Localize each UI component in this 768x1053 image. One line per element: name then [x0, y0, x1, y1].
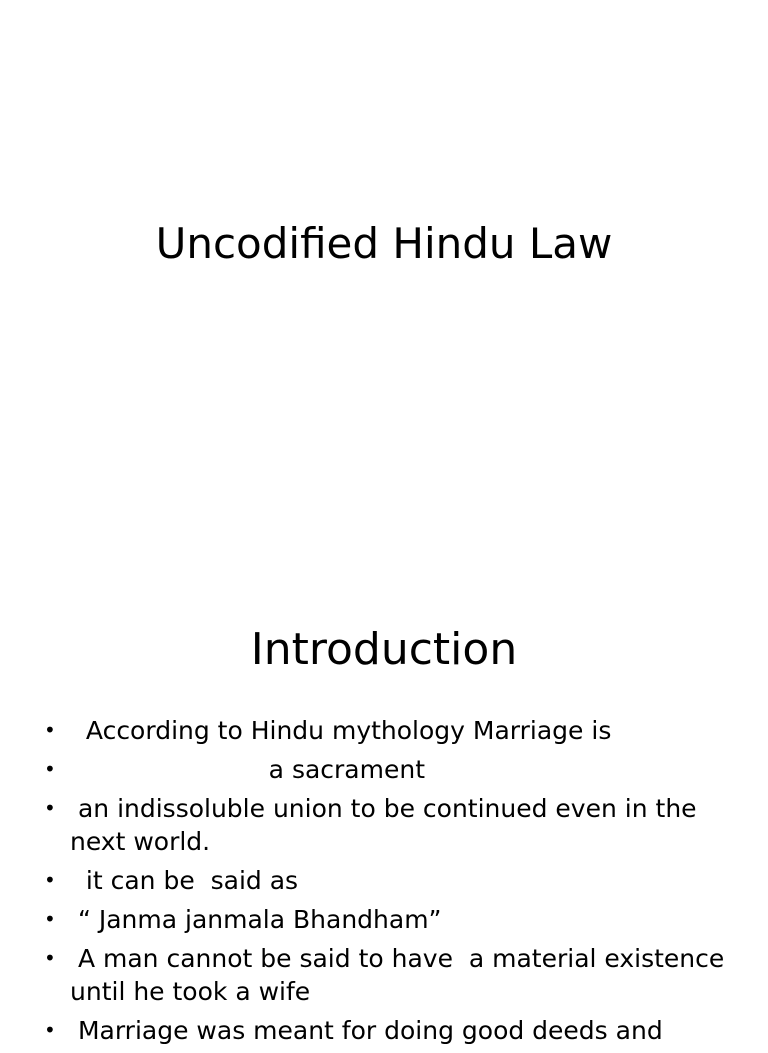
bullet-text: an indissoluble union to be continued even in the next world.: [70, 794, 705, 856]
bullet-icon: •: [44, 907, 56, 931]
bullet-icon: •: [44, 1018, 56, 1042]
bullet-text: a sacrament: [70, 755, 426, 784]
slide-title: Introduction: [250, 624, 518, 675]
bullet-text: A man cannot be said to have a material existence until he took a wife: [70, 944, 733, 1006]
bullet-icon: •: [44, 757, 56, 781]
bullet-icon: •: [44, 718, 56, 742]
bullet-text: According to Hindu mythology Marriage is: [70, 716, 612, 745]
bullet-list: [0, 714, 768, 1053]
bullet-item: [0, 714, 768, 747]
bullet-text: it can be said as: [70, 866, 299, 895]
slide-title: Uncodified Hindu Law: [155, 219, 613, 268]
bullet-item: [0, 903, 768, 936]
bullet-icon: •: [44, 946, 56, 970]
bullet-item: [0, 792, 768, 858]
bullet-item: [0, 753, 768, 786]
introduction-slide: [0, 576, 768, 1045]
bullet-icon: •: [44, 868, 56, 892]
bullet-text: “ Janma janmala Bhandham”: [70, 905, 442, 934]
bullet-item: [0, 864, 768, 897]
bullet-item: [0, 1014, 768, 1047]
bullet-text: Marriage was meant for doing good deeds and: [70, 1016, 663, 1045]
bullet-icon: •: [44, 796, 56, 820]
bullet-item: [0, 942, 768, 1008]
